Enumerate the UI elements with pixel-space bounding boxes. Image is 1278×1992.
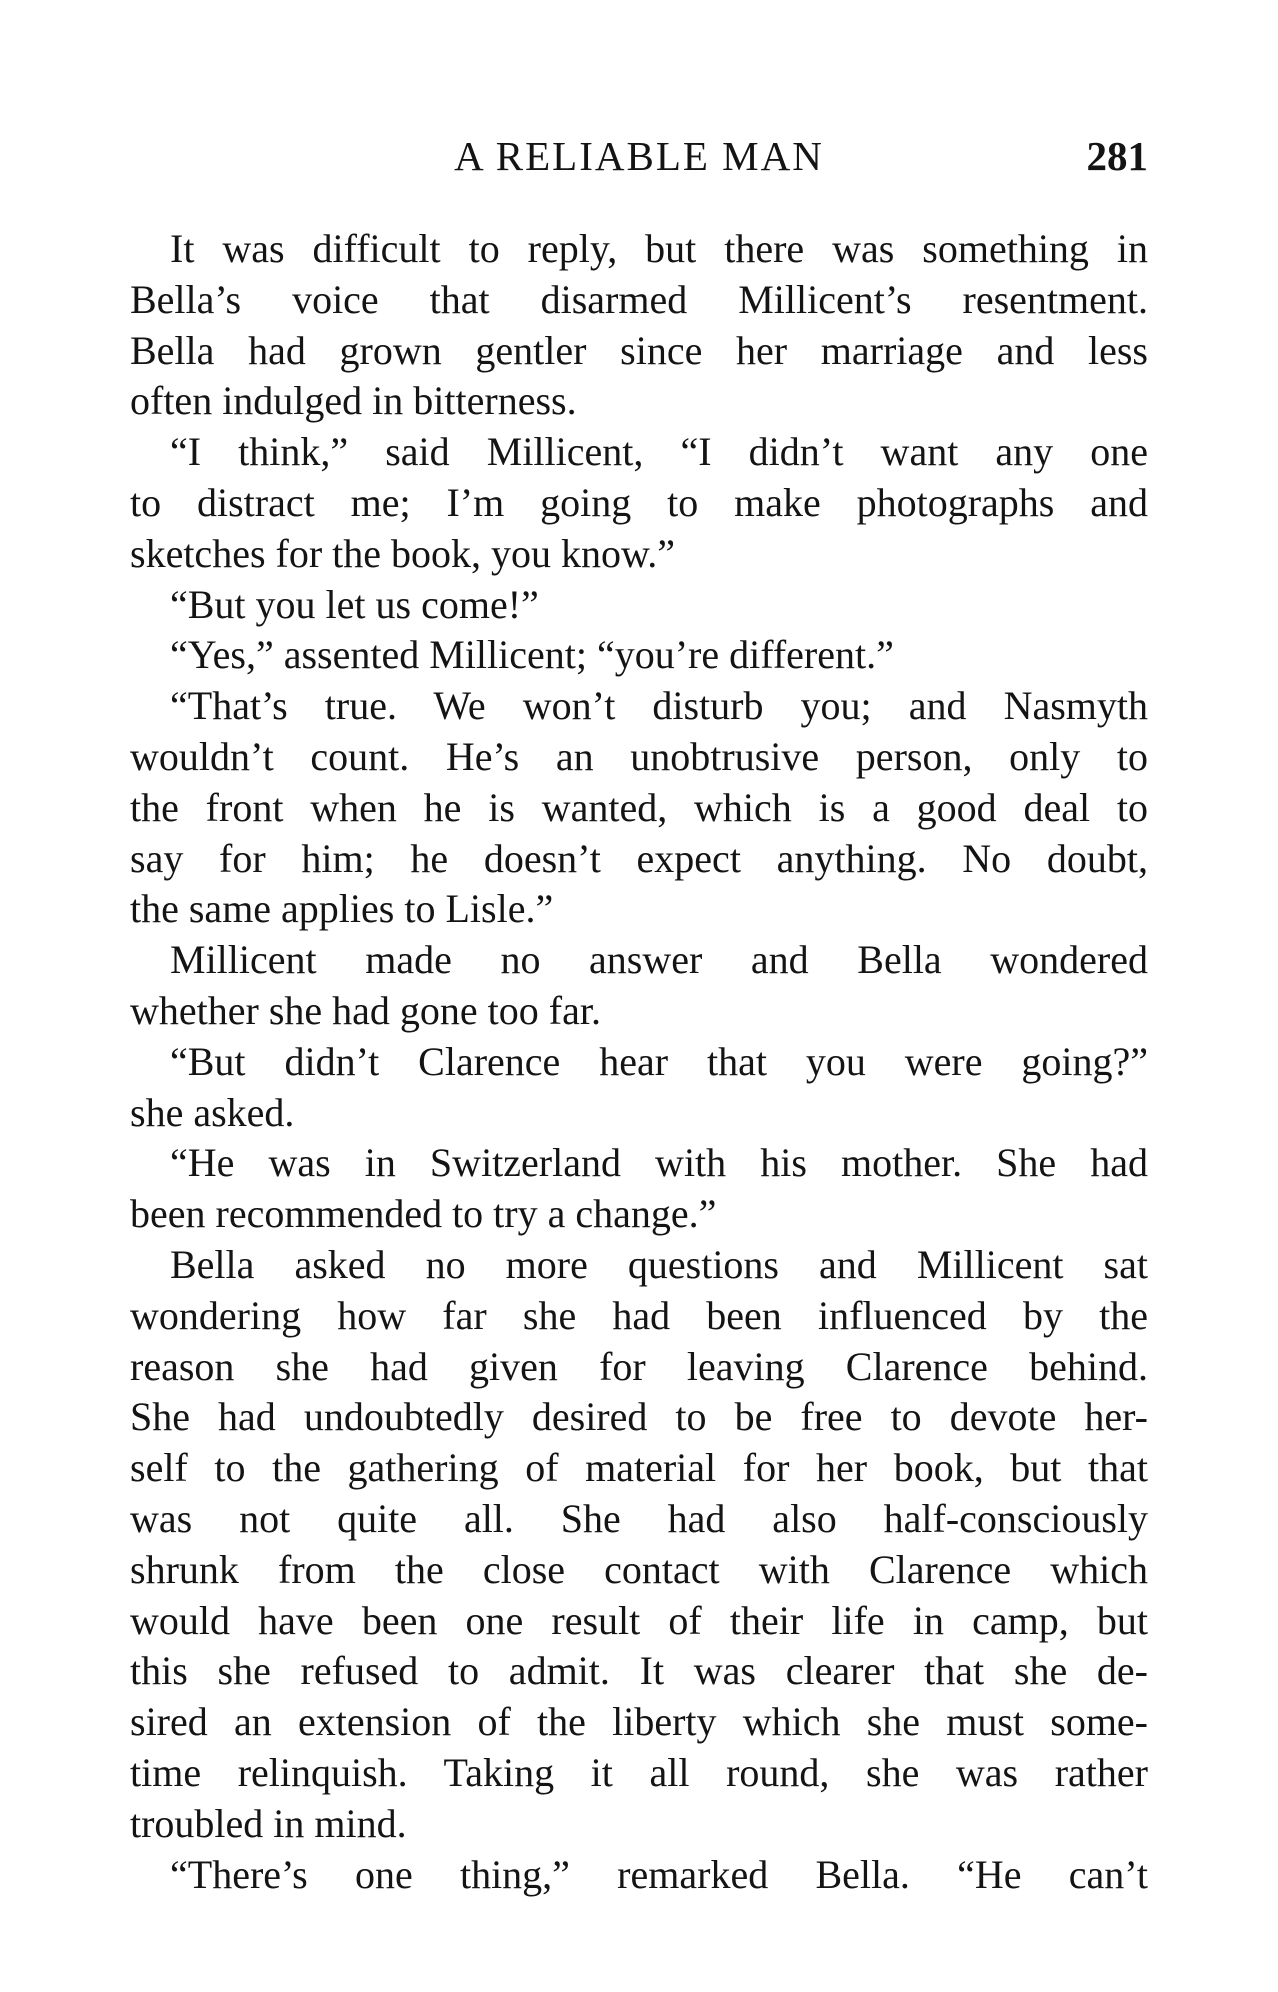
- text-line: Bella’s voice that disarmed Millicent’s resentment.: [130, 276, 1148, 322]
- text-line: would have been one result of their life in camp, but: [130, 1597, 1148, 1643]
- text-line: sketches for the book, you know.”: [130, 530, 676, 576]
- text-line: self to the gathering of material for her book, but that: [130, 1445, 1148, 1491]
- text-line: to distract me; I’m going to make photographs and: [130, 479, 1148, 525]
- text-line: shrunk from the close contact with Clarence which: [130, 1546, 1148, 1592]
- text-line: wouldn’t count. He’s an unobtrusive person, only to: [130, 733, 1148, 779]
- text-line: was not quite all. She had also half-consciously: [130, 1495, 1148, 1541]
- text-line: sired an extension of the liberty which she must some-: [130, 1699, 1148, 1745]
- text-line: Bella asked no more questions and Millicent sat: [170, 1241, 1148, 1287]
- text-line: “I think,” said Millicent, “I didn’t want any one: [170, 429, 1148, 475]
- running-title: A RELIABLE MAN: [454, 133, 824, 179]
- text-line: wondering how far she had been influenced by the: [130, 1292, 1148, 1338]
- text-line: “That’s true. We won’t disturb you; and Nasmyth: [170, 683, 1148, 729]
- body-text: [130, 224, 1148, 1900]
- text-line: the front when he is wanted, which is a good deal to: [130, 784, 1148, 830]
- text-line: It was difficult to reply, but there was something in: [170, 226, 1148, 271]
- text-line: Millicent made no answer and Bella wondered: [170, 937, 1148, 983]
- text-line: “But you let us come!”: [170, 581, 539, 627]
- text-line: “There’s one thing,” remarked Bella. “He can’t: [170, 1851, 1148, 1897]
- page-header: [130, 128, 1148, 184]
- text-line: time relinquish. Taking it all round, she was rather: [130, 1749, 1148, 1795]
- text-line: been recommended to try a change.”: [130, 1191, 717, 1237]
- text-line: she asked.: [130, 1089, 295, 1135]
- text-line: this she refused to admit. It was clearer that she de-: [130, 1648, 1148, 1694]
- text-line: She had undoubtedly desired to be free to devote her-: [130, 1394, 1148, 1440]
- text-line: “But didn’t Clarence hear that you were going?”: [170, 1038, 1148, 1084]
- text-line: troubled in mind.: [130, 1800, 407, 1846]
- text-line: “Yes,” assented Millicent; “you’re different.”: [170, 632, 894, 678]
- text-line: “He was in Switzerland with his mother. She had: [170, 1140, 1148, 1186]
- text-line: say for him; he doesn’t expect anything. No doubt,: [130, 835, 1148, 881]
- page-number: 281: [1086, 133, 1148, 179]
- text-line: whether she had gone too far.: [130, 987, 601, 1033]
- text-line: reason she had given for leaving Clarence behind.: [130, 1343, 1148, 1389]
- text-line: Bella had grown gentler since her marriage and less: [130, 327, 1148, 373]
- text-line: often indulged in bitterness.: [130, 378, 577, 424]
- text-line: the same applies to Lisle.”: [130, 886, 554, 932]
